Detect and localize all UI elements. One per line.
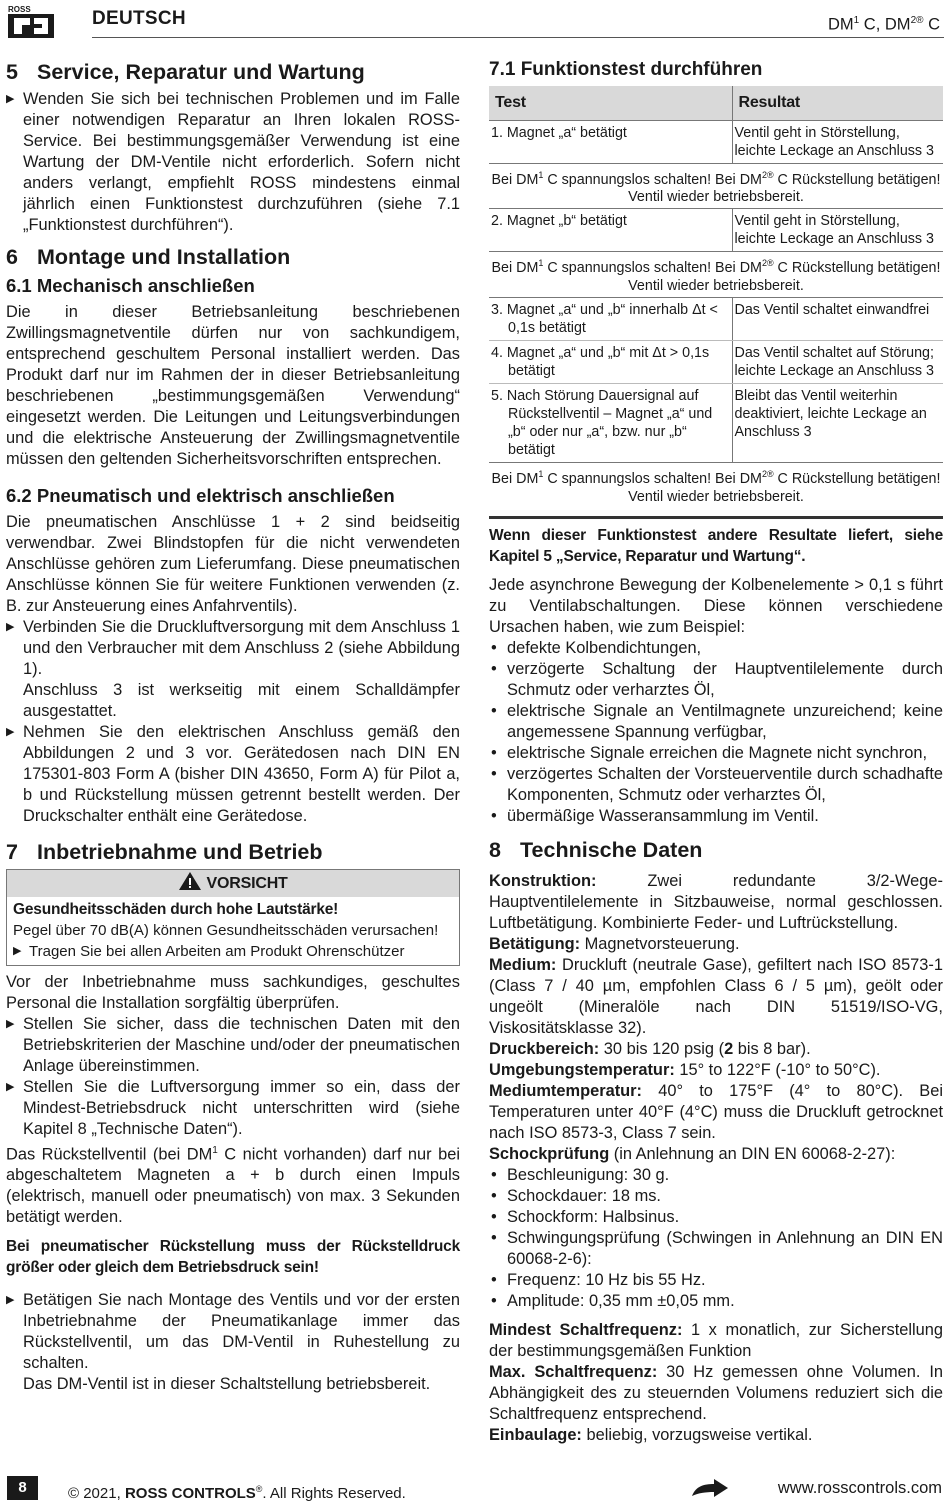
caution-text: Pegel über 70 dB(A) können Gesundheitsschäden verursachen! xyxy=(13,922,439,939)
arrow-right-icon xyxy=(690,1476,730,1500)
text-span: Das Rückstellventil (bei DM xyxy=(6,1145,213,1164)
section-6-heading xyxy=(6,244,460,270)
commissioning-step-3: ▶ Betätigen Sie nach Montage des Ventils und vor der ersten Inbetriebnahme der Pneumatikanlage immer das Rückstellventil, um das DM-Ventil in Ruhestellung zu schalten. xyxy=(6,1290,460,1374)
note-text: C Rückstellung betätigen! xyxy=(773,470,941,487)
website-url: www.rosscontrols.com xyxy=(777,1479,942,1497)
table-note-row xyxy=(489,463,943,508)
list-item: • defekte Kolbendichtungen, xyxy=(489,638,943,659)
spec-value: beliebig, vorzugsweise vertikal. xyxy=(581,1425,813,1444)
spec-value: Magnetvorsteuerung. xyxy=(580,934,740,953)
table-row xyxy=(489,120,943,163)
list-item: • elektrische Signale erreichen die Magnete nicht synchron, xyxy=(489,743,943,764)
list-item: • elektrische Signale an Ventilmagnete unzureichend; keine angemessene Spannung verfügbar, xyxy=(489,701,943,743)
table-note-row xyxy=(489,163,943,209)
section-5-heading xyxy=(6,59,460,85)
logo-brand-text: ROSS xyxy=(8,5,31,14)
test-text: 3. Magnet „a“ und „b“ innerhalb Δt < 0,1s betätigt xyxy=(491,302,718,337)
note-text: C Rückstellung betätigen! xyxy=(773,260,941,277)
spec-konstruktion xyxy=(489,871,943,934)
section-8-heading xyxy=(489,837,943,863)
caution-label: VORSICHT xyxy=(206,875,288,892)
section-7-1-heading: 7.1 Funktionstest durchführen xyxy=(489,59,763,80)
section-6-1-heading: 6.1 Mechanisch anschließen xyxy=(6,275,255,296)
spec-label: Max. Schaltfrequenz: xyxy=(489,1362,658,1381)
note-text: C spannungslos schalten! Bei DM xyxy=(543,171,762,188)
result-cell: Ventil geht in Störstellung, leichte Leckage an Anschluss 3 xyxy=(734,124,934,159)
note-cell xyxy=(489,463,943,508)
section-number: 7 xyxy=(6,840,18,864)
caution-header xyxy=(7,870,459,897)
section-number: 5 xyxy=(6,60,18,84)
spec-value: Zwei redundante 3/2-Wege-Hauptventilelemente in Sitzbauweise, normal geschlossen. Luftbetätigung. Kombinierte Feder- und Luftrückstellung. xyxy=(489,871,943,932)
note-text: Bei DM xyxy=(491,171,539,188)
commissioning-step-1: ▶ Stellen Sie sicher, dass die technischen Daten mit den Betriebskriterien der Maschine und/oder der pneumatischen Anlage übereinstimmen. xyxy=(6,1014,460,1077)
header-language: DEUTSCH xyxy=(92,8,186,29)
function-test-table xyxy=(489,86,943,508)
note-text: Ventil wieder betriebsbereit. xyxy=(628,488,804,505)
test-text: 5. Nach Störung Dauersignal auf Rückstellventil – Magnet „a“ und „b“ oder nur „a“, bzw. nur „b“ betätigt xyxy=(491,388,713,459)
header-model xyxy=(828,10,940,36)
copyright-text: © 2021, xyxy=(68,1485,125,1502)
section-6-2-heading: 6.2 Pneumatisch und elektrisch anschließen xyxy=(6,485,395,506)
caution-action: ▶ Tragen Sie bei allen Arbeiten am Produkt Ohrenschützer xyxy=(13,941,453,962)
spec-label: Schockprüfung xyxy=(489,1144,610,1163)
list-item: • Beschleunigung: 30 g. xyxy=(489,1165,943,1186)
spec-umgebungstemperatur xyxy=(489,1060,943,1081)
caution-title: Gesundheitsschäden durch hohe Lautstärke! xyxy=(13,901,339,918)
spec-schockpruefung xyxy=(489,1144,943,1165)
copyright-brand: ROSS CONTROLS xyxy=(124,1485,256,1502)
left-column xyxy=(6,56,460,1395)
list-item: • Schockform: Halbsinus. xyxy=(489,1207,943,1228)
table-row xyxy=(489,209,943,252)
table-row xyxy=(489,298,943,341)
spec-label: Mediumtemperatur: xyxy=(489,1081,642,1100)
section-title: Inbetriebnahme und Betrieb xyxy=(37,840,323,864)
page-header xyxy=(0,0,950,42)
commissioning-step-2: ▶ Stellen Sie die Luftversorgung immer so ein, dass der Mindest-Betriebsdruck nicht unterschritten wird (siehe Kapitel 8 „Technische Daten“). xyxy=(6,1077,460,1140)
async-text: Jede asynchrone Bewegung der Kolbenelemente > 0,1 s führt zu Ventilabschaltungen. Diese können verschiedene Ursachen haben, wie zum Beispiel: xyxy=(489,575,943,636)
spec-max-schaltfrequenz xyxy=(489,1362,943,1425)
result-cell: Ventil geht in Störstellung, leichte Leckage an Anschluss 3 xyxy=(734,213,934,248)
test-text: 4. Magnet „a“ und „b“ mit Δt > 0,1s betätigt xyxy=(491,345,710,380)
spec-mediumtemperatur xyxy=(489,1081,943,1144)
right-column xyxy=(489,56,943,1446)
spec-label: Druckbereich: xyxy=(489,1039,600,1058)
model-text: DM xyxy=(827,15,854,34)
model-text: C xyxy=(923,15,940,34)
note-sup: 2® xyxy=(761,169,774,180)
list-item: • Amplitude: 0,35 mm ±0,05 mm. xyxy=(489,1291,943,1312)
copyright-text: . All Rights Reserved. xyxy=(262,1485,406,1502)
list-item: • übermäßige Wasseransammlung im Ventil. xyxy=(489,806,943,827)
section-title: Montage und Installation xyxy=(37,245,291,269)
spec-value: 15° to 122°F (-10° to 50°C). xyxy=(674,1060,881,1079)
spec-mindest-schaltfrequenz xyxy=(489,1320,943,1362)
test-cell: 2. Magnet „b“ betätigt xyxy=(489,209,732,252)
note-sup: 1 xyxy=(538,169,544,180)
caution-body xyxy=(7,897,459,965)
result-cell: Das Ventil schaltet einwandfrei xyxy=(732,298,943,341)
causes-list xyxy=(489,638,943,827)
shock-list xyxy=(489,1165,943,1312)
table-header-result: Resultat xyxy=(732,86,943,120)
note-text: Bei DM xyxy=(491,470,539,487)
note-cell xyxy=(489,252,943,298)
text-sup: 1 xyxy=(212,1145,218,1156)
list-item: • Schockdauer: 18 ms. xyxy=(489,1186,943,1207)
table-row xyxy=(489,384,943,463)
spec-value: 1 x monatlich, zur Sicherstellung der bestimmungsgemäßen Funktion xyxy=(489,1320,943,1360)
spec-label: Umgebungstemperatur: xyxy=(489,1060,675,1079)
test-cell xyxy=(489,341,732,384)
model-sup: 2® xyxy=(910,15,924,26)
spec-druckbereich xyxy=(489,1039,943,1060)
table-header-test: Test xyxy=(489,86,732,120)
spec-value: 30 Hz gemessen ohne Volumen. In Abhängigkeit des zu steuernden Volumens reduziert sich die Schaltfrequenz entsprechend. xyxy=(489,1362,943,1423)
reset-valve-text xyxy=(6,1140,460,1228)
spec-value: bis 8 bar). xyxy=(733,1039,811,1058)
section-number: 6 xyxy=(6,245,18,269)
list-item: • Schwingungsprüfung (Schwingen in Anlehnung an DIN EN 60068-2-6): xyxy=(489,1228,943,1270)
note-text: C Rückstellung betätigen! xyxy=(773,171,941,188)
list-item: • verzögertes Schalten der Vorsteuerventile durch schadhafte Komponenten, Schmutz oder verharztes Öl, xyxy=(489,764,943,806)
function-test-table-wrapper xyxy=(489,86,943,519)
note-sup: 1 xyxy=(538,258,544,269)
pneumatic-step-1: ▶ Verbinden Sie die Druckluftversorgung mit dem Anschluss 1 und den Verbraucher mit dem Anschluss 2 (siehe Abbildung 1). xyxy=(6,617,460,680)
ross-logo xyxy=(8,4,56,38)
spec-value-bold: 2 xyxy=(724,1039,734,1058)
page-footer xyxy=(0,1470,950,1504)
table-header-row xyxy=(489,86,943,120)
note-cell xyxy=(489,163,943,209)
spec-value: Druckluft (neutrale Gase), gefiltert nach ISO 8573-1 (Class 7 / 40 µm, empfohlen Class 6 / 5 µm), geölt oder ungeölt (Mineralöle nach DIN 51519/ISO-VG, Viskositätsklasse 32). xyxy=(489,955,943,1037)
table-row xyxy=(489,341,943,384)
warning-icon xyxy=(178,871,202,891)
spec-label: Konstruktion: xyxy=(489,871,597,890)
list-item: • Frequenz: 10 Hz bis 55 Hz. xyxy=(489,1270,943,1291)
service-instruction: ▶ Wenden Sie sich bei technischen Problemen und im Falle einer notwendigen Reparatur an Ihren lokalen ROSS-Service. Bei bestimmungsgemäßer Verwendung ist eine Wartung der DM-Ventile nicht erforderlich. Sofern nicht anders verlangt, empfiehlt ROSS mindestens einmal jährlich einen Funktionstest durchzuführen (siehe 7.1 „Funktionstest durchführen“). xyxy=(6,89,460,236)
spec-label: Medium: xyxy=(489,955,557,974)
spec-label: Betätigung: xyxy=(489,934,581,953)
text-span: C nicht vorhanden) darf nur bei abgeschaltetem Magneten a + b durch einen Impuls (elektrisch, manuell oder pneumatisch) von max. 3 Sekunden betätigt werden. xyxy=(6,1145,460,1227)
note-sup: 1 xyxy=(538,469,544,480)
section-title: Technische Daten xyxy=(520,837,703,862)
spec-label: Mindest Schaltfrequenz: xyxy=(489,1320,683,1339)
spec-value: 30 bis 120 psig ( xyxy=(599,1039,725,1058)
note-text: C spannungslos schalten! Bei DM xyxy=(543,260,762,277)
note-sup: 2® xyxy=(761,258,774,269)
spec-label: Einbaulage: xyxy=(489,1425,582,1444)
commissioning-step-3-note: Das DM-Ventil ist in dieser Schaltstellung betriebsbereit. xyxy=(23,1375,431,1394)
note-text: Bei DM xyxy=(491,260,539,277)
section-7-heading xyxy=(6,839,460,865)
pneumatic-text: Die pneumatischen Anschlüsse 1 + 2 sind beidseitig verwendbar. Zwei Blindstopfen für die nicht verwendeten Anschlüsse gehören zum Lieferumfang. Diese pneumatischen Anschlüsse können Sie für weitere Funktionen verwenden (z. B. zur Ansteuerung eines Anfahrventils). xyxy=(6,513,460,615)
model-sup: 1 xyxy=(853,15,860,26)
test-result-warning: Wenn dieser Funktionstest andere Resultate liefert, siehe Kapitel 5 „Service, Reparatur und Wartung“. xyxy=(489,526,943,565)
model-text: C, DM xyxy=(859,15,911,34)
section-number: 8 xyxy=(489,837,501,862)
section-title: Service, Reparatur und Wartung xyxy=(37,60,365,84)
page-number: 8 xyxy=(7,1476,38,1500)
spec-value: (in Anlehnung an DIN EN 60068-2-27): xyxy=(609,1144,896,1163)
electric-step: ▶ Nehmen Sie den elektrischen Anschluss gemäß den Abbildungen 2 und 3 vor. Gerätedosen nach DIN EN 175301-803 Form A (bisher DIN 43650, Form A) für Pilot a, b und Rückstellung müssen getrennt bestellt werden. Der Druckschalter enthält eine Gerätedose. xyxy=(6,722,460,827)
header-divider xyxy=(92,37,944,38)
copyright-reg: ® xyxy=(255,1484,263,1494)
spec-medium xyxy=(489,955,943,1039)
note-text: Ventil wieder betriebsbereit. xyxy=(628,278,804,295)
reset-pressure-warning: Bei pneumatischer Rückstellung muss der Rückstelldruck größer oder gleich dem Betriebsdruck sein! xyxy=(6,1238,460,1277)
spec-einbaulage xyxy=(489,1425,943,1446)
result-cell: Bleibt das Ventil weiterhin deaktiviert, leichte Leckage an Anschluss 3 xyxy=(734,388,927,441)
table-note-row xyxy=(489,252,943,298)
test-cell xyxy=(489,384,732,463)
result-cell: Das Ventil schaltet auf Störung; leichte Leckage an Anschluss 3 xyxy=(732,341,943,384)
caution-box xyxy=(6,869,460,966)
mechanical-text: Die in dieser Betriebsanleitung beschriebenen Zwillingsmagnetventile dürfen nur von sachkundigem, entsprechend geschultem Personal installiert werden. Das Produkt darf nur im Rahmen der in dieser Betriebsanleitung beschriebenen „bestimmungsgemäßen Verwendung“ eingesetzt werden. Die Leitungen und Leitungsverbindungen und die elektrische Ansteuerung der Zwillingsmagnetventile müssen den geltenden Sicherheitsvorschriften entsprechen. xyxy=(6,303,460,468)
note-sup: 2® xyxy=(761,469,774,480)
spec-value: 40° to 175°F (4° to 80°C). Bei Temperaturen unter 40°F (4°C) muss die Druckluft getrocknet nach ISO 8573-3, Class 7 sein. xyxy=(489,1081,943,1142)
list-item: • verzögerte Schaltung der Hauptventilelemente durch Schmutz oder verharztes Öl, xyxy=(489,659,943,701)
copyright xyxy=(68,1479,406,1504)
test-cell: 1. Magnet „a“ betätigt xyxy=(489,120,732,163)
commissioning-text: Vor der Inbetriebnahme muss sachkundiges, geschultes Personal die Installation sorgfältig überprüfen. xyxy=(6,973,460,1012)
spec-betaetigung xyxy=(489,934,943,955)
note-text: C spannungslos schalten! Bei DM xyxy=(543,470,762,487)
note-text: Ventil wieder betriebsbereit. xyxy=(628,189,804,206)
test-cell xyxy=(489,298,732,341)
pneumatic-step-1-note: Anschluss 3 ist werkseitig mit einem Schalldämpfer ausgestattet. xyxy=(23,681,460,720)
